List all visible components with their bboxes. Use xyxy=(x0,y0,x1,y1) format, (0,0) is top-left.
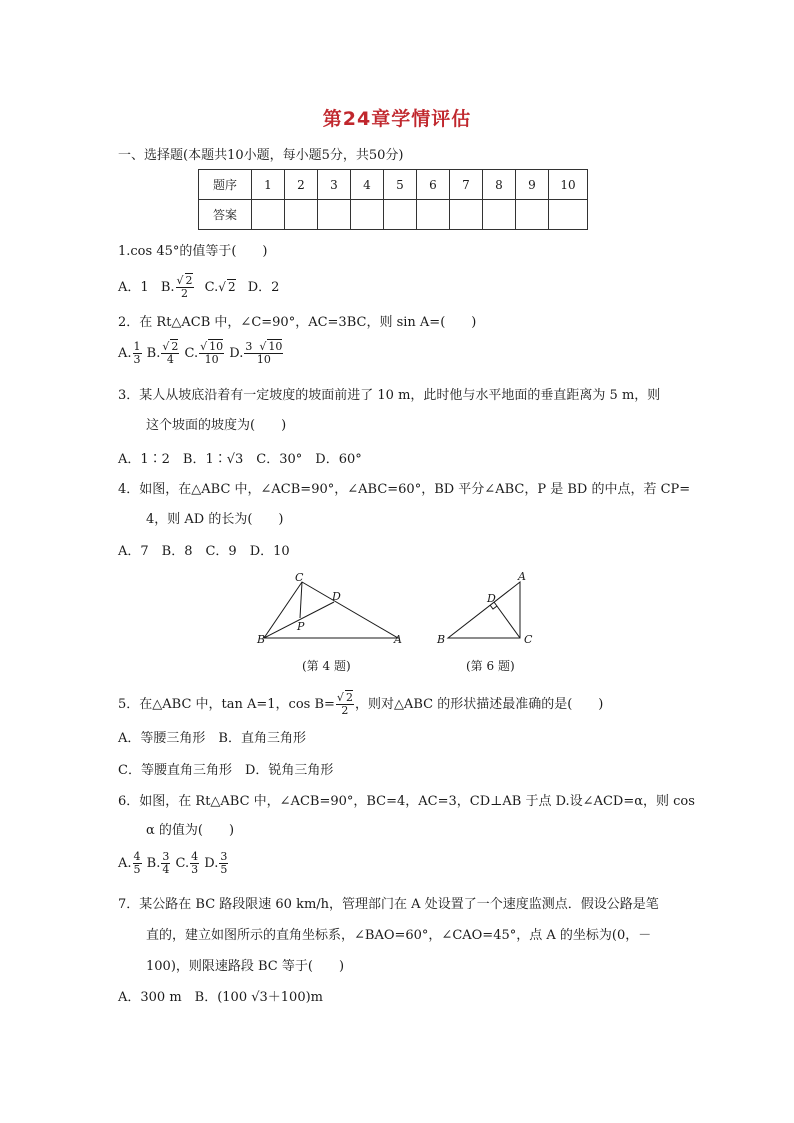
answer-cell xyxy=(252,200,285,230)
answer-cell xyxy=(351,200,384,230)
option-a: A．1 xyxy=(118,280,149,295)
table-cell: 5 xyxy=(384,170,417,200)
answer-cell xyxy=(516,200,549,230)
answer-cell xyxy=(384,200,417,230)
label-d: D xyxy=(487,592,496,605)
table-cell: 2 xyxy=(285,170,318,200)
question-7-stem-cont: 直的，建立如图所示的直角坐标系，∠BAO=60°，∠CAO=45°，点 A 的坐标为(0，－ xyxy=(146,928,652,943)
label-p: P xyxy=(297,620,305,633)
question-4-stem-cont: 4，则 AD 的长为( ) xyxy=(146,512,284,527)
label-b: B xyxy=(257,633,266,646)
question-2-stem: 2．在 Rt△ACB 中，∠C=90°，AC=3BC，则 sin A=( ) xyxy=(118,315,477,330)
answer-cell xyxy=(285,200,318,230)
label-a: A xyxy=(518,570,526,583)
table-header-cell: 答案 xyxy=(199,200,252,230)
answer-cell xyxy=(549,200,588,230)
segment-cp xyxy=(300,582,302,618)
question-5-stem-a: 5．在△ABC 中，tan A=1，cos B= xyxy=(118,697,335,712)
table-cell: 7 xyxy=(450,170,483,200)
table-cell: 6 xyxy=(417,170,450,200)
figure-4-diagram xyxy=(250,570,410,650)
answer-cell xyxy=(483,200,516,230)
figure-6-caption: (第 6 题) xyxy=(466,659,515,673)
question-6-stem: 6．如图，在 Rt△ABC 中，∠ACB=90°，BC=4，AC=3，CD⊥AB 于点 D.设∠ACD=α，则 cos xyxy=(118,794,695,809)
answer-table xyxy=(198,169,588,230)
answer-cell xyxy=(450,200,483,230)
table-cell: 4 xyxy=(351,170,384,200)
answer-cell xyxy=(318,200,351,230)
question-4-options: A．7 B．8 C．9 D．10 xyxy=(118,544,290,559)
question-6-options: A. $\frac{4}{5}$ B. $\frac{3}{4}$ C. $\frac{4}{3}$ D. $\frac{3}{5}$ xyxy=(118,850,228,876)
right-angle-mark xyxy=(490,605,497,609)
option-c: C. xyxy=(204,280,219,295)
label-d: D xyxy=(332,590,341,603)
question-3-stem-cont: 这个坡面的坡度为( ) xyxy=(146,418,287,433)
table-cell: 1 xyxy=(252,170,285,200)
option-b: B. xyxy=(160,280,175,295)
answer-cell xyxy=(417,200,450,230)
question-5-options-2: C．等腰直角三角形 D．锐角三角形 xyxy=(118,763,334,778)
question-5-stem xyxy=(118,692,603,717)
figure-6-diagram xyxy=(432,570,542,650)
figure-4-caption: (第 4 题) xyxy=(302,659,351,673)
question-2-options: A. $\frac{1}{3}$ B. $\frac{√ 2}{4}$ C. $\frac{√ 10}{10}$ D. $\frac{3 √ 10}{10}$ xyxy=(118,340,283,366)
label-c: C xyxy=(524,633,533,646)
question-1-stem: 1.cos 45°的值等于( ) xyxy=(118,244,268,259)
question-3-options: A．1∶2 B．1∶√3 C．30° D．60° xyxy=(118,452,362,467)
question-7-options: A．300 m B．(100 √3＋100)m xyxy=(118,990,323,1005)
triangle-abc xyxy=(264,582,398,638)
page-title: 第24章学情评估 xyxy=(322,108,472,130)
fraction: $\frac{√ 2}{2}$ xyxy=(336,691,353,717)
question-5-stem-b: ，则对△ABC 的形状描述最准确的是( ) xyxy=(354,697,604,712)
question-3-stem: 3．某人从坡底沿着有一定坡度的坡面前进了 10 m，此时他与水平地面的垂直距离为 5 m，则 xyxy=(118,388,661,403)
label-a: A xyxy=(394,633,402,646)
question-4-stem: 4．如图，在△ABC 中，∠ACB=90°，∠ABC=60°，BD 平分∠ABC，P 是 BD 的中点，若 CP= xyxy=(118,482,691,497)
table-cell: 8 xyxy=(483,170,516,200)
option-d: D．2 xyxy=(247,280,280,295)
table-header-cell: 题序 xyxy=(199,170,252,200)
fraction: $\frac{√ 2}{2}$ xyxy=(176,274,193,300)
label-b: B xyxy=(437,633,446,646)
question-7-stem: 7．某公路在 BC 路段限速 60 km/h，管理部门在 A 处设置了一个速度监测点．假设公路是笔 xyxy=(118,897,659,912)
triangle-abc xyxy=(448,582,520,638)
section-heading: 一、选择题(本题共10小题，每小题5分，共50分) xyxy=(118,148,404,163)
label-c: C xyxy=(295,571,304,584)
table-cell: 3 xyxy=(318,170,351,200)
table-cell: 10 xyxy=(549,170,588,200)
question-7-stem-cont2: 100)，则限速路段 BC 等于( ) xyxy=(146,959,345,974)
segment-cd xyxy=(494,602,520,638)
table-cell: 9 xyxy=(516,170,549,200)
question-6-stem-cont: α 的值为( ) xyxy=(146,823,235,838)
question-1-options: A．1 B. $\frac{√ 2}{2}$ C.√ 2 D．2 xyxy=(118,274,280,300)
question-5-options-1: A．等腰三角形 B．直角三角形 xyxy=(118,731,306,746)
